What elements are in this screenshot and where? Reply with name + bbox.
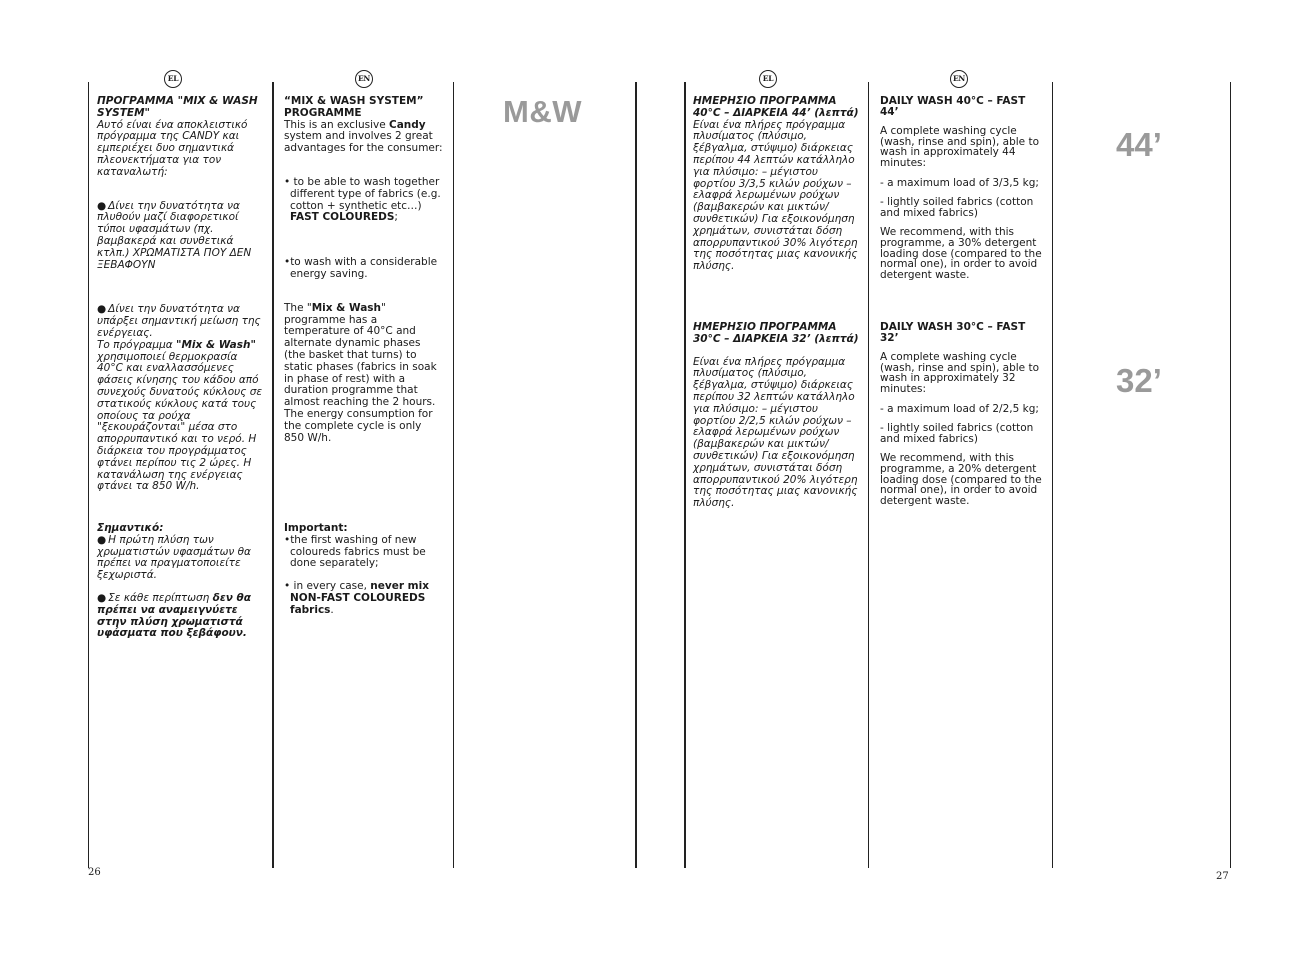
left-en-column [284, 96, 444, 444]
en-44-b: - a maximum load of 3/3,5 kg; [880, 176, 1039, 189]
right-el-32-block [693, 322, 861, 510]
en-32-title: DAILY WASH 30°C – FAST 32’ [880, 321, 1026, 344]
en-32-d: We recommend, with this programme, a 20% detergent loading dose (compared to the normal one), in order to avoid detergent waste. [880, 452, 1042, 507]
el-important-1: ● Η πρώτη πλύση των χρωματιστών υφασμάτων θα πρέπει να πραγματοποιείτε ξεχωριστά. [97, 535, 265, 582]
rule-left-inner [453, 82, 454, 868]
lang-badge-en-left: EN [355, 70, 373, 88]
el-44-text: Είναι ένα πλήρες πρόγραμμα πλυσίματος (πλύσιμο, ξέβγαλμα, στύψιμο) διάρκειας περίπου 44 λεπτών κατάλληλο για πλύσιμο: – μέγιστου φορτίου 3/3,5 κιλών ρούχων – ελαφρά λερωμένων ρούχων (βαμβακερών και μικτών/συνθετικών) Για εξοικονόμηση χρημάτων, συνιστάται δόση απορρυπαντικού 30% λιγότερη της ποσότητας μιας κανονικής πλύσης. [693, 118, 858, 273]
left-en-important [284, 523, 444, 617]
en-mw-title-1: “MIX & WASH SYSTEM” [284, 95, 424, 107]
el-mw-intro: Αυτό είναι ένα αποκλειστικό πρόγραμμα της CANDY και εμπεριέχει δυο σημαντικά πλεονεκτήματα για τον καταναλωτή: [97, 118, 248, 178]
en-mw-intro: This is an exclusive Candy system and involves 2 great advantages for the consumer: [284, 118, 443, 155]
el-mw-paragraph: Το πρόγραμμα "Mix & Wash" χρησιμοποιεί θερμοκρασία 40°C και εναλλασσόμενες φάσεις κίνησης του κάδου από συνεχούς δυνατούς κύκλους σε στατικούς κύκλους κατά τους οποίους τα ρούχα "ξεκουράζονται" μέσα στο απορρυπαντικό και το νερό. Η διάρκεια του προγράμματος φτάνει περίπου τις 2 ώρες. Η κατανάλωση της ενέργειας φτάνει τα 850 W/h. [97, 338, 263, 493]
en-44-a: A complete washing cycle (wash, rinse and spin), able to wash in approximately 44 minutes: [880, 125, 1040, 169]
lang-badge-en-right: EN [950, 70, 968, 88]
mw-program-label: M&W [503, 94, 582, 129]
rule-left-margin [88, 82, 89, 868]
el-important-heading: Σημαντικό: [97, 522, 164, 534]
el-mw-bullet-2: ● Δίνει την δυνατότητα να υπάρξει σημαντική μείωση της ενέργειας. [97, 304, 265, 339]
rule-right-start [684, 82, 686, 868]
rule-gutter [635, 82, 637, 868]
en-32-c: - lightly soiled fabrics (cotton and mixed fabrics) [880, 422, 1034, 445]
rule-right-margin [1230, 82, 1231, 868]
en-44-c: - lightly soiled fabrics (cotton and mixed fabrics) [880, 196, 1034, 219]
lang-badge-el-right: EL [759, 70, 777, 88]
right-en-32-block [880, 322, 1042, 506]
el-mw-title: ΠΡΟΓΡΑΜΜΑ "MIX & WASH SYSTEM" [97, 95, 258, 119]
en-mw-bullet-1: • to be able to wash together different type of fabrics (e.g. cotton + synthetic etc…) FAST COLOUREDS; [284, 175, 441, 224]
page-number-right: 27 [1216, 871, 1229, 882]
rule-left-mid [272, 82, 274, 868]
el-32-text: Είναι ένα πλήρες πρόγραμμα πλυσίματος (πλύσιμο, ξέβγαλμα, στύψιμο) διάρκειας περίπου 32 λεπτών κατάλληλο για πλύσιμο: – μέγιστου φορτίου 2/2,5 κιλών ρούχων – ελαφρά λερωμένων ρούχων (βαμβακερών και μικτών/συνθετικών) Για εξοικονόμηση χρημάτων, συνιστάται δόση απορρυπαντικού 20% λιγότερη της ποσότητας μιας κανονικής πλύσης. [693, 355, 858, 510]
en-44-d: We recommend, with this programme, a 30% detergent loading dose (compared to the normal one), in order to avoid detergent waste. [880, 226, 1042, 281]
duration-44-label: 44’ [1116, 126, 1162, 163]
lang-badge-el-left: EL [164, 70, 182, 88]
page-number-left: 26 [88, 867, 101, 878]
rule-right-inner [1052, 82, 1053, 868]
el-mw-bullet-1: ● Δίνει την δυνατότητα να πλυθούν μαζί διαφορετικοί τύποι υφασμάτων (πχ. βαμβακερά και συνθετικά κτλπ.) ΧΡΩΜΑΤΙΣΤΑ ΠΟΥ ΔΕΝ ΞΕΒΑΦΟΥΝ [97, 201, 265, 272]
rule-right-mid [868, 82, 869, 868]
right-el-44-block [693, 96, 861, 273]
en-32-b: - a maximum load of 2/2,5 kg; [880, 402, 1039, 415]
el-32-title: ΗΜΕΡΗΣΙΟ ΠΡΟΓΡΑΜΜΑ 30°C – ΔΙΑΡΚΕΙΑ 32’ (λεπτά) [693, 321, 859, 345]
en-32-a: A complete washing cycle (wash, rinse and spin), able to wash in approximately 32 minutes: [880, 351, 1040, 395]
left-el-important [97, 523, 265, 640]
en-important-1: •the first washing of new coloureds fabrics must be done separately; [284, 533, 426, 570]
en-important-2: • in every case, never mix NON-FAST COLOUREDS fabrics. [284, 580, 429, 616]
en-mw-title-2: PROGRAMME [284, 106, 362, 119]
el-important-2: ● Σε κάθε περίπτωση δεν θα πρέπει να αναμειγνύετε στην πλύση χρωματιστά υφάσματα που ξεβάφουν. [97, 593, 265, 640]
en-important-heading: Important: [284, 522, 348, 534]
en-mw-bullet-2: •to wash with a considerable energy saving. [284, 256, 438, 280]
el-44-title: ΗΜΕΡΗΣΙΟ ΠΡΟΓΡΑΜΜΑ 40°C – ΔΙΑΡΚΕΙΑ 44’ (λεπτά) [693, 95, 859, 119]
en-mw-paragraph: The "Mix & Wash" programme has a temperature of 40°C and alternate dynamic phases (the basket that turns) to static phases (fabrics in soak in phase of rest) with a duration programme that almost reaching the 2 hours. The energy consumption for the complete cycle is only 850 W/h. [284, 301, 437, 444]
en-44-title: DAILY WASH 40°C – FAST 44’ [880, 95, 1026, 118]
left-el-column [97, 96, 265, 493]
right-en-44-block [880, 96, 1042, 280]
duration-32-label: 32’ [1116, 362, 1162, 399]
